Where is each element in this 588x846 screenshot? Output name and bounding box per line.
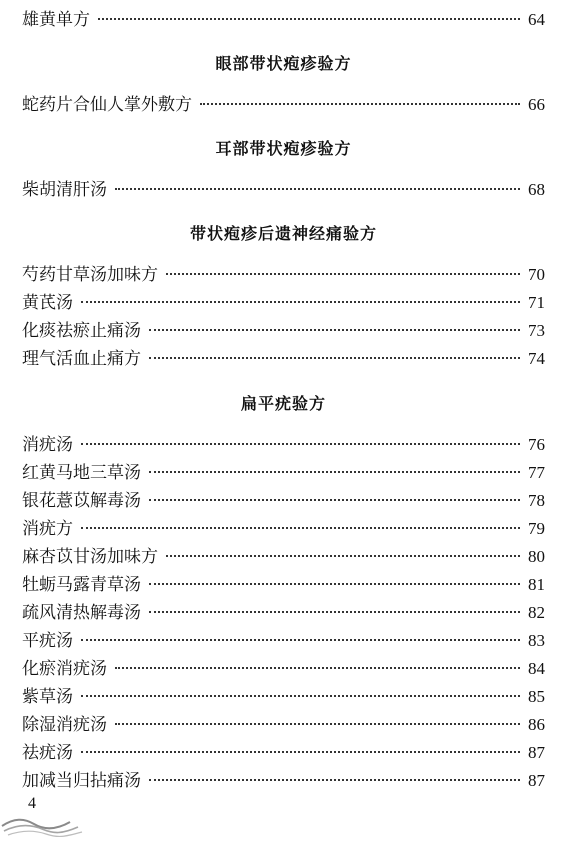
toc-entry[interactable] xyxy=(22,543,545,571)
toc-entry-page: 71 xyxy=(528,293,545,312)
toc-entry-title: 祛疣汤 xyxy=(22,743,73,763)
toc-entry-title: 消疣方 xyxy=(22,519,73,539)
dot-leader xyxy=(98,18,520,20)
toc-entry-title: 柴胡清肝汤 xyxy=(22,180,107,200)
toc-entry-page: 86 xyxy=(528,715,545,734)
toc-entry-page: 82 xyxy=(528,603,545,622)
wave-ornament xyxy=(0,810,90,840)
dot-leader xyxy=(115,667,520,669)
toc-entry[interactable] xyxy=(22,459,545,487)
dot-leader xyxy=(166,273,520,275)
toc-entry-title: 加减当归拈痛汤 xyxy=(22,771,141,791)
toc-entry[interactable] xyxy=(22,176,545,204)
toc-entry-title: 除湿消疣汤 xyxy=(22,715,107,735)
toc-entry[interactable] xyxy=(22,739,545,767)
toc-entry-page: 87 xyxy=(528,771,545,790)
toc-entry[interactable] xyxy=(22,91,545,119)
toc-entry-page: 81 xyxy=(528,575,545,594)
dot-leader xyxy=(149,583,520,585)
toc-entry-title: 消疣汤 xyxy=(22,435,73,455)
toc-entry-title: 化痰祛瘀止痛汤 xyxy=(22,321,141,341)
dot-leader xyxy=(81,695,520,697)
toc-entry[interactable] xyxy=(22,289,545,317)
toc-entry-title: 平疣汤 xyxy=(22,631,73,651)
toc-entry-title: 蛇药片合仙人掌外敷方 xyxy=(22,95,192,115)
dot-leader xyxy=(115,723,520,725)
toc-entry[interactable] xyxy=(22,767,545,795)
toc-entry-page: 70 xyxy=(528,265,545,284)
section-heading: 耳部带状疱疹验方 xyxy=(215,139,352,158)
toc-entry[interactable] xyxy=(22,515,545,543)
toc-entry-page: 80 xyxy=(528,547,545,566)
table-of-contents xyxy=(22,0,545,795)
dot-leader xyxy=(81,443,520,445)
toc-entry-page: 76 xyxy=(528,435,545,454)
toc-entry[interactable] xyxy=(22,711,545,739)
dot-leader xyxy=(115,188,520,190)
dot-leader xyxy=(149,779,520,781)
toc-entry-title: 红黄马地三草汤 xyxy=(22,463,141,483)
toc-entry-title: 牡蛎马露青草汤 xyxy=(22,575,141,595)
toc-entry-title: 疏风清热解毒汤 xyxy=(22,603,141,623)
dot-leader xyxy=(149,357,520,359)
toc-entry-title: 雄黄单方 xyxy=(22,10,90,30)
toc-entry-title: 麻杏苡甘汤加味方 xyxy=(22,547,158,567)
toc-entry-title: 黄芪汤 xyxy=(22,293,73,313)
toc-entry-title: 化瘀消疣汤 xyxy=(22,659,107,679)
dot-leader xyxy=(149,329,520,331)
toc-entry[interactable] xyxy=(22,6,545,34)
toc-entry-page: 73 xyxy=(528,321,545,340)
dot-leader xyxy=(81,301,520,303)
section-heading: 扁平疣验方 xyxy=(240,394,326,413)
toc-entry-title: 芍药甘草汤加味方 xyxy=(22,265,158,285)
toc-entry-page: 64 xyxy=(528,10,545,29)
toc-entry-page: 85 xyxy=(528,687,545,706)
toc-entry-page: 78 xyxy=(528,491,545,510)
dot-leader xyxy=(149,611,520,613)
toc-entry[interactable] xyxy=(22,571,545,599)
toc-entry-page: 68 xyxy=(528,180,545,199)
dot-leader xyxy=(149,471,520,473)
toc-entry[interactable] xyxy=(22,431,545,459)
toc-entry-title: 紫草汤 xyxy=(22,687,73,707)
dot-leader xyxy=(200,103,520,105)
toc-entry[interactable] xyxy=(22,599,545,627)
toc-entry[interactable] xyxy=(22,345,545,373)
toc-entry-page: 74 xyxy=(528,349,545,368)
toc-entry[interactable] xyxy=(22,317,545,345)
toc-entry[interactable] xyxy=(22,261,545,289)
toc-entry[interactable] xyxy=(22,487,545,515)
section-heading: 带状疱疹后遗神经痛验方 xyxy=(189,224,377,243)
toc-entry-title: 理气活血止痛方 xyxy=(22,349,141,369)
dot-leader xyxy=(81,751,520,753)
page-number: 4 xyxy=(28,795,36,812)
toc-entry[interactable] xyxy=(22,655,545,683)
toc-entry[interactable] xyxy=(22,683,545,711)
dot-leader xyxy=(149,499,520,501)
toc-entry-page: 83 xyxy=(528,631,545,650)
dot-leader xyxy=(166,555,520,557)
toc-entry-page: 87 xyxy=(528,743,545,762)
dot-leader xyxy=(81,639,520,641)
toc-entry-page: 77 xyxy=(528,463,545,482)
dot-leader xyxy=(81,527,520,529)
toc-entry-page: 79 xyxy=(528,519,545,538)
toc-entry-page: 84 xyxy=(528,659,545,678)
toc-entry-page: 66 xyxy=(528,95,545,114)
section-heading: 眼部带状疱疹验方 xyxy=(215,54,352,73)
toc-entry[interactable] xyxy=(22,627,545,655)
toc-entry-title: 银花薏苡解毒汤 xyxy=(22,491,141,511)
